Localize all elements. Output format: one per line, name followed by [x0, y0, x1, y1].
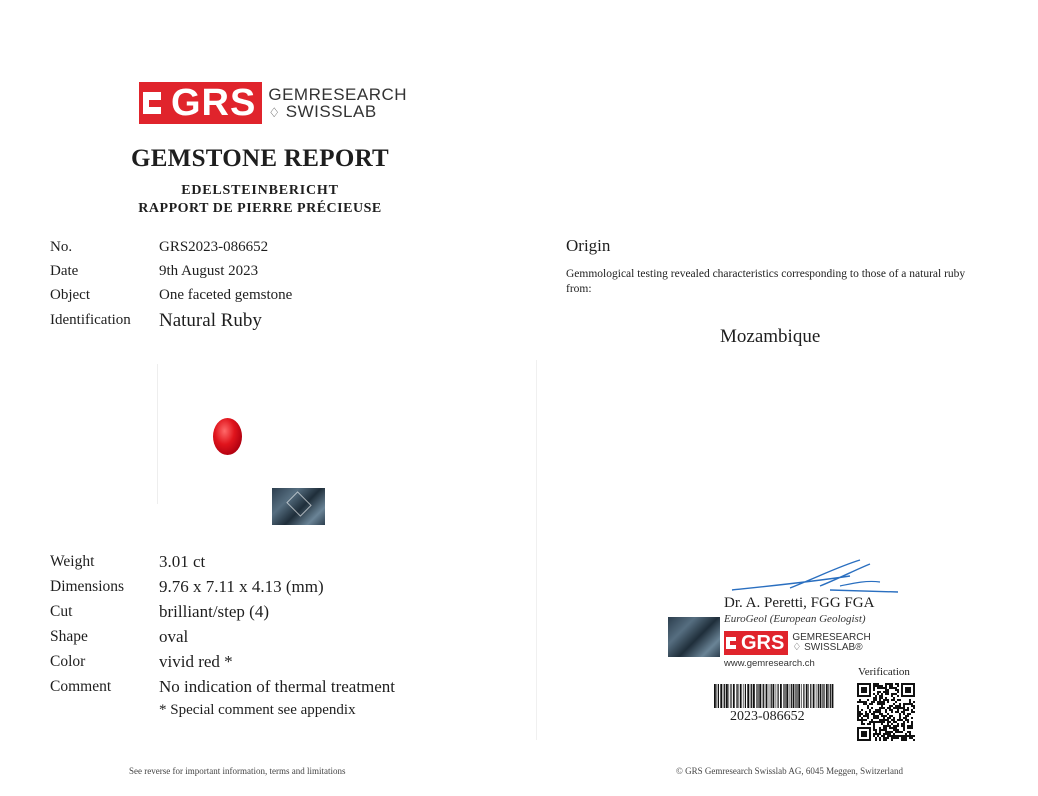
hologram-seal-small	[668, 617, 720, 657]
website-url: www.gemresearch.ch	[724, 658, 815, 669]
report-subtitle-de: EDELSTEINBERICHT	[181, 183, 339, 198]
prop-value-cut: brilliant/step (4)	[159, 602, 270, 621]
field-label-object: Object	[50, 287, 90, 303]
prop-label-shape: Shape	[50, 628, 88, 645]
logo-line2-row	[268, 103, 407, 120]
swiss-cross-icon	[139, 82, 165, 124]
prop-label-cut: Cut	[50, 603, 73, 620]
prop-value-dimensions: 9.76 x 7.11 x 4.13 (mm)	[159, 577, 324, 596]
prop-label-color: Color	[50, 653, 86, 670]
prop-label-comment: Comment	[50, 678, 112, 695]
field-value-no: GRS2023-086652	[159, 239, 269, 255]
gemstone-photo-frame	[157, 364, 338, 504]
field-value-date: 9th August 2023	[159, 263, 259, 279]
prop-label-weight: Weight	[50, 553, 95, 570]
logo-wordmark	[268, 86, 407, 120]
logo-small-wordmark	[792, 633, 870, 653]
field-value-object: One faceted gemstone	[159, 287, 293, 303]
hologram-seal	[272, 488, 325, 525]
diamond-icon: ♢	[268, 105, 281, 120]
swiss-cross-small-icon	[724, 631, 738, 655]
field-label-date: Date	[50, 263, 79, 279]
ruby-gemstone-image	[213, 418, 242, 455]
grs-logo-small	[724, 631, 871, 655]
logo-small-line2-row	[792, 643, 870, 653]
footer-copyright: © GRS Gemresearch Swisslab AG, 6045 Meggen, Switzerland	[676, 766, 904, 776]
field-label-no: No.	[50, 239, 73, 255]
logo-line1: GEMRESEARCH	[268, 85, 408, 104]
verification-label: Verification	[858, 666, 910, 678]
prop-value-weight: 3.01 ct	[159, 552, 206, 571]
diamond-small-icon: ♢	[792, 642, 802, 653]
signatory-name: Dr. A. Peretti, FGG FGA	[724, 595, 875, 611]
grs-logo-mark	[139, 82, 262, 124]
logo-line2: SWISSLAB	[285, 102, 377, 121]
logo-small-line2: SWISSLAB®	[804, 642, 863, 653]
signatory-title: EuroGeol (European Geologist)	[724, 613, 866, 625]
field-value-identification: Natural Ruby	[159, 310, 262, 331]
comment-note: * Special comment see appendix	[159, 702, 356, 718]
prop-value-comment: No indication of thermal treatment	[159, 677, 396, 696]
prop-value-color: vivid red *	[159, 652, 233, 671]
barcode-number: 2023-086652	[730, 709, 805, 724]
verification-qr-code[interactable]	[857, 683, 915, 741]
report-title: GEMSTONE REPORT	[130, 145, 390, 172]
grs-logo	[139, 82, 407, 124]
report-subtitle-fr: RAPPORT DE PIERRE PRÉCIEUSE	[138, 201, 382, 216]
logo-small-brand: GRS	[741, 631, 785, 654]
prop-value-shape: oval	[159, 627, 189, 646]
logo-brand: GRS	[171, 81, 257, 124]
prop-label-dimensions: Dimensions	[50, 578, 125, 595]
origin-country: Mozambique	[720, 326, 821, 347]
barcode	[714, 684, 834, 708]
grs-logo-small-mark	[724, 631, 788, 655]
footer-disclaimer: See reverse for important information, terms and limitations	[129, 766, 346, 776]
origin-text: Gemmological testing revealed characteristics corresponding to those of a natural ruby from:	[566, 268, 966, 295]
logo-small-line1: GEMRESEARCH	[792, 632, 871, 643]
signature-scribble	[730, 556, 900, 600]
page-divider	[536, 360, 537, 740]
origin-title: Origin	[566, 236, 611, 255]
field-label-identification: Identification	[50, 312, 131, 328]
